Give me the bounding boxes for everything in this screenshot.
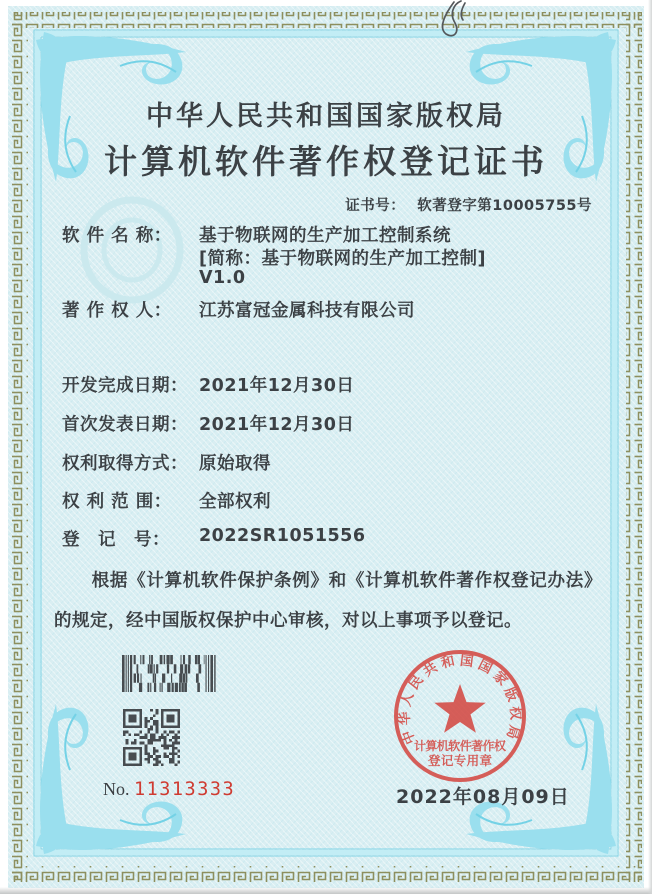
seal-star-icon <box>434 684 485 733</box>
seal-inner-text-line1: 计算机软件著作权 <box>414 739 506 753</box>
authority-title: 中华人民共和国国家版权局 <box>146 101 506 131</box>
certificate-title: 计算机软件著作权登记证书 <box>104 145 548 181</box>
scan-edge-shadow-right <box>648 0 652 894</box>
seal-inner-text-line2: 登记专用章 <box>428 753 492 768</box>
official-seal-icon <box>385 641 535 791</box>
field-row-first-publish-date <box>62 411 355 436</box>
embossed-watermark <box>84 200 180 300</box>
field-label: 开发完成日期： <box>62 376 188 396</box>
field-label: 登 记 号： <box>62 530 170 550</box>
serial-number-line <box>103 779 235 800</box>
scan-edge-shadow-bottom <box>0 887 652 894</box>
certificate <box>8 6 644 888</box>
field-row-right-scope <box>62 488 271 513</box>
field-value: 2021年12月30日 <box>199 376 355 396</box>
software-version: V1.0 <box>199 268 246 288</box>
field-row-registration-number <box>62 526 366 551</box>
barcode-icon <box>122 655 216 692</box>
certificate-number-line <box>345 194 592 215</box>
seal-ring-text: 中华人民共和国国家版权局 <box>396 652 524 747</box>
issue-date: 2022年08月09日 <box>396 786 570 808</box>
field-label: 软 件 名 称： <box>62 226 172 246</box>
registration-statement: 根据《计算机软件保护条例》和《计算机软件著作权登记办法》的规定，经中国版权保护中心审核，对以上事项予以登记。 <box>54 571 602 631</box>
serial-number: 11313333 <box>134 779 236 800</box>
field-row-software-name <box>62 222 451 247</box>
field-value: 全部权利 <box>199 492 271 512</box>
field-value: 2021年12月30日 <box>199 415 355 435</box>
field-label: 首次发表日期： <box>62 415 188 435</box>
field-row-right-acquisition <box>62 450 271 475</box>
field-label: 著 作 权 人： <box>62 301 172 321</box>
meander-border-top <box>12 12 642 28</box>
software-short-name: [简称：基于物联网的生产加工控制] <box>199 249 486 269</box>
certificate-number-label: 证书号： <box>345 198 406 214</box>
field-row-copyright-owner <box>62 297 415 322</box>
qr-code-icon <box>123 709 180 766</box>
field-value: 2022SR1051556 <box>199 526 366 546</box>
serial-prefix: No. <box>103 779 130 799</box>
field-value: 基于物联网的生产加工控制系统 <box>199 226 451 246</box>
field-value: 江苏富冠金属科技有限公司 <box>199 301 415 321</box>
certificate-number-value: 软著登字第10005755号 <box>417 198 592 214</box>
field-value: 原始取得 <box>199 454 271 474</box>
meander-border-bottom <box>12 866 642 882</box>
field-label: 权利取得方式： <box>62 454 188 474</box>
field-row-dev-complete-date <box>62 372 355 397</box>
field-label: 权 利 范 围： <box>62 492 172 512</box>
